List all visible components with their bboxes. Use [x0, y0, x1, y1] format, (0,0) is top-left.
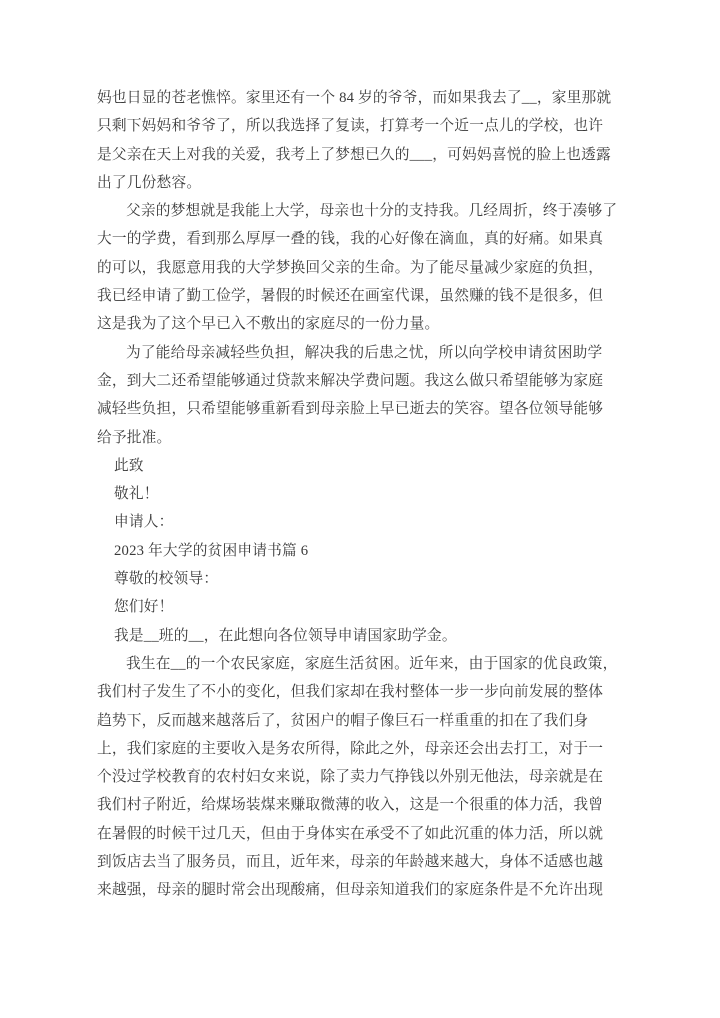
text-line: 妈也日显的苍老憔悴。家里还有一个 84 岁的爷爷，而如果我去了__，家里那就: [97, 90, 612, 106]
text-line: 来越强，母亲的腿时常会出现酸痛，但母亲知道我们的家庭条件是不允许出现: [97, 882, 604, 899]
text-line: 此致: [114, 457, 144, 474]
text-line: 在暑假的时候干过几天，但由于身体实在承受不了如此沉重的体力活，所以就: [97, 825, 604, 842]
text-line: 金，到大二还希望能够通过贷款来解决学费问题。我这么做只希望能够为家庭: [97, 372, 604, 389]
text-line: 我们村子发生了不小的变化，但我们家却在我村整体一步一步向前发展的整体: [97, 684, 604, 701]
document-body: [97, 84, 622, 905]
text-line: 申请人：: [114, 514, 174, 531]
text-line: 给予批准。: [97, 429, 172, 446]
text-line: 上，我们家庭的主要收入是务农所得，除此之外，母亲还会出去打工，对于一: [97, 740, 604, 757]
text-line: 的可以，我愿意用我的大学梦换回父亲的生命。为了能尽量减少家庭的负担，: [97, 259, 604, 276]
text-line: 我们村子附近，给煤场装煤来赚取微薄的收入，这是一个很重的体力活，我曾: [97, 797, 604, 814]
text-line: 尊敬的校领导：: [114, 571, 219, 588]
text-line: 趋势下，反而越来越落后了，贫困户的帽子像巨石一样重重的扣在了我们身: [97, 712, 589, 729]
text-line: 我是__班的__，在此想向各位领导申请国家助学金。: [114, 627, 457, 644]
text-line: 2023 年大学的贫困申请书篇 6: [114, 542, 309, 559]
text-line: 是父亲在天上对我的关爱，我考上了梦想已久的___，可妈妈喜悦的脸上也透露: [97, 146, 611, 163]
text-line: 我已经申请了勤工俭学，暑假的时候还在画室代课，虽然赚的钱不是很多，但: [97, 288, 604, 305]
text-line: 出了几份愁容。: [97, 174, 202, 191]
text-line: 减轻些负担，只希望能够重新看到母亲脸上早已逝去的笑容。望各位领导能够: [97, 401, 604, 418]
text-line: 为了能给母亲减轻些负担，解决我的后患之忧，所以向学校申请贫困助学: [126, 344, 603, 361]
text-line: 个没过学校教育的农村妇女来说，除了卖力气挣钱以外别无他法，母亲就是在: [97, 769, 604, 786]
text-line: 这是我为了这个早已入不敷出的家庭尽的一份力量。: [97, 316, 440, 333]
text-line: 我生在__的一个农民家庭，家庭生活贫困。近年来，由于国家的优良政策，: [126, 655, 618, 672]
text-line: 大一的学费，看到那么厚厚一叠的钱，我的心好像在滴血，真的好痛。如果真: [97, 231, 604, 248]
text-line: 您们好！: [114, 599, 174, 616]
text-line: 只剩下妈妈和爷爷了，所以我选择了复读，打算考一个近一点儿的学校，也许: [97, 118, 604, 135]
text-line: 敬礼！: [114, 486, 159, 503]
text-line: 到饭店去当了服务员，而且，近年来，母亲的年龄越来越大，身体不适感也越: [97, 854, 604, 871]
text-line: 父亲的梦想就是我能上大学，母亲也十分的支持我。几经周折，终于凑够了: [126, 203, 618, 220]
